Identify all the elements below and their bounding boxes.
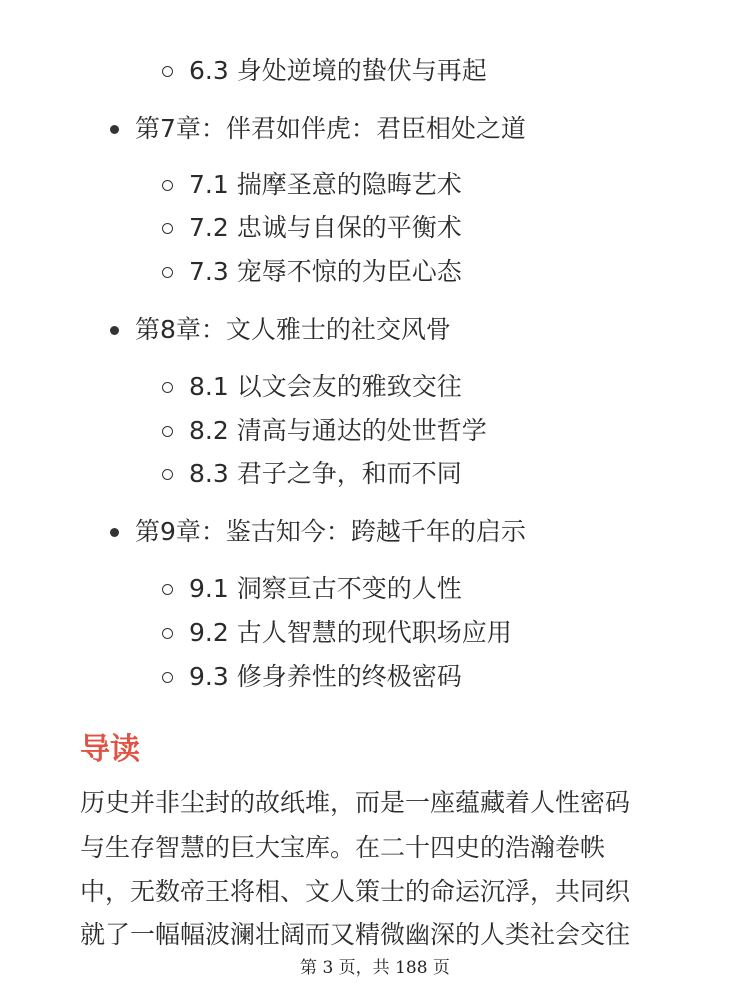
toc-item-label: 9.1 洞察亘古不变的人性 [189, 574, 462, 603]
toc-chapter-9 [110, 515, 526, 549]
toc-item-6-3 [162, 54, 487, 88]
toc-item-label: 9.2 古人智慧的现代职场应用 [189, 618, 512, 647]
paragraph-line: 与生存智慧的巨大宝库。在二十四史的浩瀚卷帙 [80, 833, 606, 862]
hollow-bullet-icon [162, 584, 173, 595]
toc-item-label: 8.1 以文会友的雅致交往 [189, 372, 462, 401]
toc-item-label: 8.3 君子之争，和而不同 [189, 459, 462, 488]
toc-item-9-2 [162, 616, 512, 650]
toc-item-8-1 [162, 370, 462, 404]
toc-item-label: 7.3 宠辱不惊的为臣心态 [189, 257, 462, 286]
toc-item-7-3 [162, 255, 462, 289]
page-number-footer: 第 3 页，共 188 页 [300, 958, 450, 978]
toc-chapter-label: 第7章：伴君如伴虎：君臣相处之道 [135, 114, 526, 143]
hollow-bullet-icon [162, 66, 173, 77]
hollow-bullet-icon [162, 267, 173, 278]
toc-item-7-1 [162, 168, 462, 202]
toc-item-label: 6.3 身处逆境的蛰伏与再起 [189, 56, 487, 85]
section-heading: 导读 [80, 732, 140, 767]
toc-chapter-7 [110, 112, 526, 146]
hollow-bullet-icon [162, 628, 173, 639]
toc-item-label: 7.2 忠诚与自保的平衡术 [189, 213, 462, 242]
hollow-bullet-icon [162, 672, 173, 683]
paragraph-line: 就了一幅幅波澜壮阔而又精微幽深的人类社会交往 [80, 920, 631, 949]
toc-item-8-3 [162, 457, 462, 491]
filled-bullet-icon [110, 528, 119, 537]
paragraph-line: 历史并非尘封的故纸堆，而是一座蕴藏着人性密码 [80, 788, 631, 817]
toc-chapter-label: 第9章：鉴古知今：跨越千年的启示 [135, 517, 526, 546]
paragraph-line: 中，无数帝王将相、文人策士的命运沉浮，共同织 [80, 877, 631, 906]
filled-bullet-icon [110, 125, 119, 134]
hollow-bullet-icon [162, 426, 173, 437]
toc-item-label: 7.1 揣摩圣意的隐晦艺术 [189, 170, 462, 199]
toc-item-label: 8.2 清高与通达的处世哲学 [189, 416, 487, 445]
filled-bullet-icon [110, 326, 119, 335]
toc-item-label: 9.3 修身养性的终极密码 [189, 662, 462, 691]
toc-item-9-3 [162, 660, 462, 694]
hollow-bullet-icon [162, 469, 173, 480]
toc-chapter-label: 第8章：文人雅士的社交风骨 [135, 315, 451, 344]
toc-chapter-8 [110, 313, 451, 347]
hollow-bullet-icon [162, 180, 173, 191]
toc-item-7-2 [162, 211, 462, 245]
hollow-bullet-icon [162, 223, 173, 234]
toc-item-9-1 [162, 572, 462, 606]
hollow-bullet-icon [162, 382, 173, 393]
toc-item-8-2 [162, 414, 487, 448]
